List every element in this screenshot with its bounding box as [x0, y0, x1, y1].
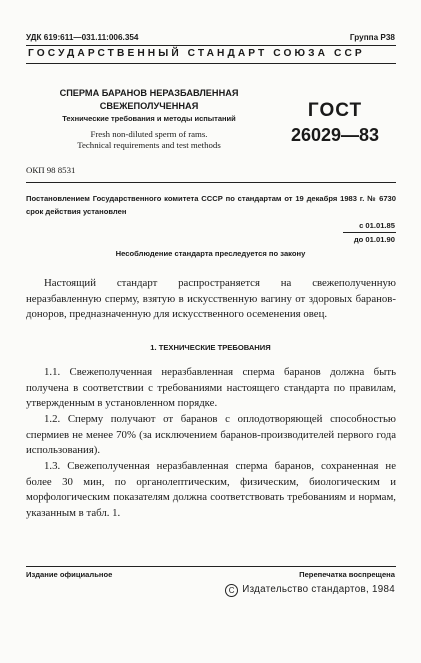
dates-rule: [343, 232, 396, 233]
paragraph-1-2: [26, 412, 396, 459]
title-line-1: СПЕРМА БАРАНОВ НЕРАЗБАВЛЕННАЯ: [59, 88, 239, 98]
paragraph-1-1-text: 1.1. Свежеполученная неразбавленная сперма баранов должна быть получена в соответствии с требованиями настоящего стандарта по правилам, утвержденным в установленном порядке.: [26, 366, 396, 410]
paragraph-1-3-text: 1.3. Свежеполученная неразбавленная сперма баранов, сохраненная не более 30 мин, по органолептическим, физическим, биологическим и морфологическим показателям должна соответствовать требованиям и нормам, указанным в табл. 1.: [26, 460, 396, 520]
copyright-icon: C: [225, 584, 238, 597]
footer-rule: [26, 566, 396, 567]
date-from: с 01.01.85: [359, 221, 395, 230]
date-to: до 01.01.90: [353, 235, 395, 244]
gost-label: ГОСТ: [307, 100, 363, 121]
title-line-2: СВЕЖЕПОЛУЧЕННАЯ: [99, 101, 199, 111]
document-subtitle: Технические требования и методы испытаний: [62, 114, 236, 123]
english-title-line-2: Technical requirements and test methods: [77, 140, 221, 150]
paragraph-1-3: [26, 459, 396, 522]
okp-code: ОКП 98 8531: [26, 165, 76, 175]
paragraph-1-1: [26, 365, 396, 412]
intro-text: Настоящий стандарт распространяется на свежеполученную неразбавленную сперму, взятую в искусственную вагину от здоровых баранов-доноров, предназначенную для искусственного осеменения овец.: [26, 277, 396, 321]
state-standard-banner: ГОСУДАРСТВЕННЫЙ СТАНДАРТ СОЮЗА ССР: [28, 48, 365, 59]
english-title-line-1: Fresh non-diluted sperm of rams.: [90, 129, 208, 139]
gost-number: 26029—83: [290, 125, 380, 145]
document-title: [40, 87, 258, 113]
udk-code: УДК 619:611—031.11:006.354: [26, 33, 139, 42]
decree-text: Постановлением Государственного комитета СССР по стандартам от 19 декабря 1983 г. № 6730 срок действия установлен: [26, 194, 396, 216]
paragraph-1-2-text: 1.2. Сперму получают от баранов с оплодотворяющей способностью спермиев не менее 70% (за исключением баранов-производителей первого года использования).: [26, 413, 396, 457]
english-title: [40, 129, 258, 151]
okp-rule: [26, 182, 396, 183]
legal-warning: Несоблюдение стандарта преследуется по закону: [115, 249, 306, 258]
section-heading: 1. ТЕХНИЧЕСКИЕ ТРЕБОВАНИЯ: [150, 343, 271, 352]
publisher-text: Издательство стандартов, 1984: [242, 584, 395, 595]
publisher-line: [225, 584, 395, 597]
header-rule-bottom: [26, 63, 396, 64]
official-edition: Издание официальное: [26, 570, 113, 579]
reprint-notice: Перепечатка воспрещена: [299, 570, 395, 579]
group-code: Группа Р38: [349, 33, 395, 42]
intro-paragraph: [26, 276, 396, 323]
header-rule-top: [26, 45, 396, 46]
